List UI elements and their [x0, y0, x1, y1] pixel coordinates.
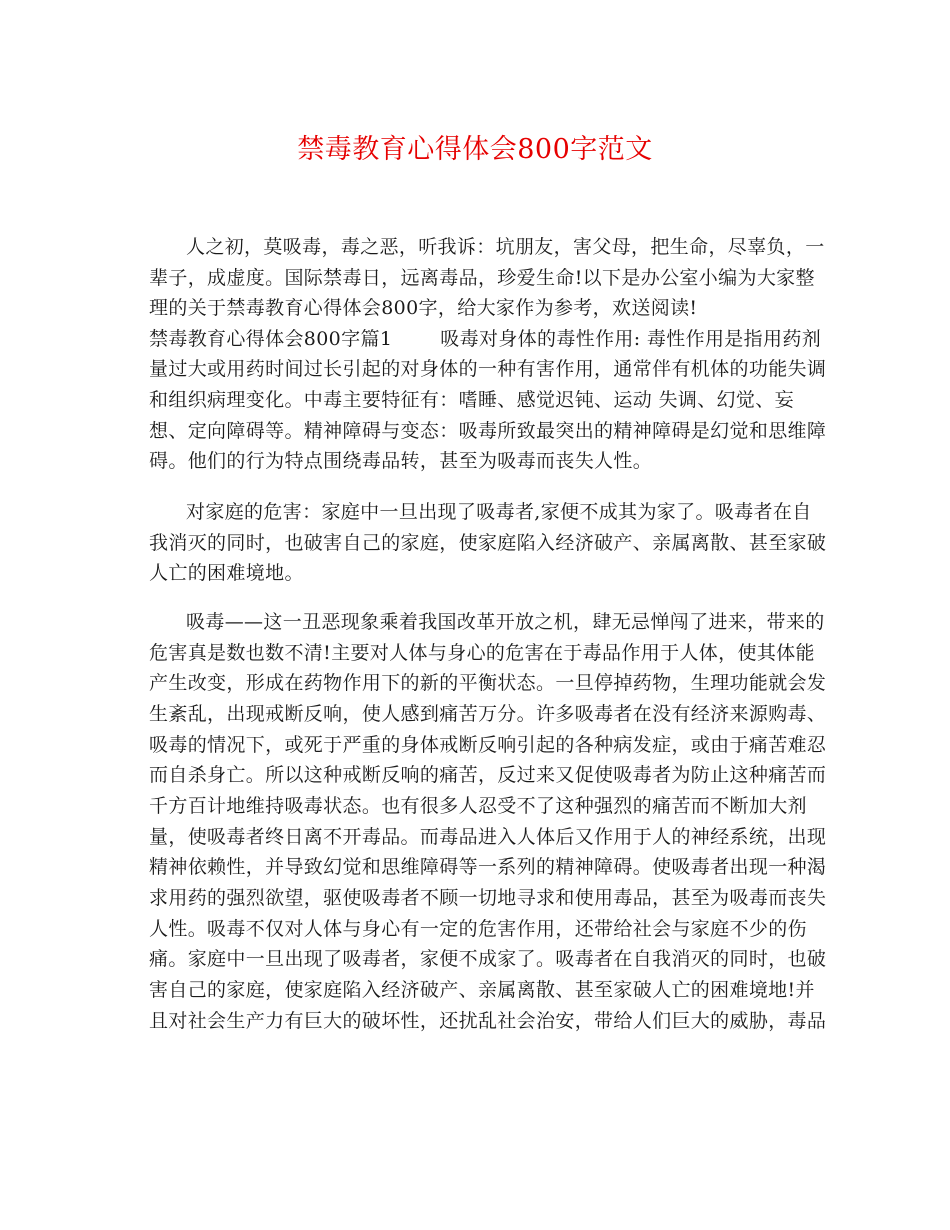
paragraph-line: 求用药的强烈欲望，驱使吸毒者不顾一切地寻求和使用毒品，甚至为吸毒而丧失 [149, 887, 827, 909]
paragraph-line: 吸毒——这一丑恶现象乘着我国改革开放之机，肆无忌惮闯了进来，带来的 [186, 611, 825, 633]
paragraph-line: 人之初，莫吸毒，毒之恶，听我诉：坑朋友，害父母，把生命，尽辜负，一 [186, 236, 825, 258]
paragraph-line: 而自杀身亡。所以这种戒断反响的痛苦，反过来又促使吸毒者为防止这种痛苦而 [149, 764, 827, 786]
paragraph-line: 人亡的困难境地。 [149, 562, 304, 584]
paragraph-line: 害自己的家庭，使家庭陷入经济破产、亲属离散、甚至家破人亡的困难境地!并 [149, 979, 815, 1001]
paragraph-line: 危害真是数也数不清!主要对人体与身心的危害在于毒品作用于人体，使其体能 [149, 642, 815, 664]
paragraph-line: 和组织病理变化。中毒主要特征有：嗜睡、感觉迟钝、运动 失调、幻觉、妄 [149, 389, 794, 411]
paragraph-line: 吸毒的情况下，或死于严重的身体戒断反响引起的各种病发症，或由于痛苦难忍 [149, 734, 827, 756]
paragraph-line: 生紊乱，出现戒断反响，使人感到痛苦万分。许多吸毒者在没有经济来源购毒、 [149, 703, 827, 725]
paragraph-line: 我消灭的同时，也破害自己的家庭，使家庭陷入经济破产、亲属离散、甚至家破 [149, 532, 827, 554]
paragraph-line: 量，使吸毒者终日离不开毒品。而毒品进入人体后又作用于人的神经系统，出现 [149, 826, 827, 848]
paragraph-line: 吸毒对身体的毒性作用: 毒性作用是指用药剂 [440, 328, 822, 350]
paragraph-line: 辈子，成虚度。国际禁毒日，远离毒品，珍爱生命!以下是办公室小编为大家整 [149, 267, 815, 289]
paragraph-line: 痛。家庭中一旦出现了吸毒者，家便不成家了。吸毒者在自我消灭的同时，也破 [149, 948, 827, 970]
paragraph-line: 产生改变，形成在药物作用下的新的平衡状态。一旦停掉药物，生理功能就会发 [149, 672, 827, 694]
document-title: 禁毒教育心得体会800字范文 [297, 134, 653, 165]
paragraph-line: 量过大或用药时间过长引起的对身体的一种有害作用，通常伴有机体的功能失调 [149, 358, 827, 380]
paragraph-line: 碍。他们的行为特点围绕毒品转，甚至为吸毒而丧失人性。 [149, 450, 653, 472]
paragraph-line: 对家庭的危害：家庭中一旦出现了吸毒者,家便不成其为家了。吸毒者在自 [186, 501, 812, 523]
paragraph-line: 且对社会生产力有巨大的破坏性，还扰乱社会治安，带给人们巨大的威胁，毒品 [149, 1010, 827, 1032]
paragraph-line: 人性。吸毒不仅对人体与身心有一定的危害作用，还带给社会与家庭不少的伤 [149, 918, 807, 940]
paragraph-line: 想、定向障碍等。精神障碍与变态：吸毒所致最突出的精神障碍是幻觉和思维障 [149, 420, 827, 442]
paragraph-line: 精神依赖性，并导致幻觉和思维障碍等一系列的精神障碍。使吸毒者出现一种渴 [149, 856, 827, 878]
section-heading-line [149, 327, 821, 351]
paragraph-line: 理的关于禁毒教育心得体会800字，给大家作为参考，欢送阅读! [149, 297, 698, 319]
paragraph-line: 千方百计地维持吸毒状态。也有很多人忍受不了这种强烈的痛苦而不断加大剂 [149, 795, 807, 817]
section-heading: 禁毒教育心得体会800字篇1 [149, 328, 393, 350]
